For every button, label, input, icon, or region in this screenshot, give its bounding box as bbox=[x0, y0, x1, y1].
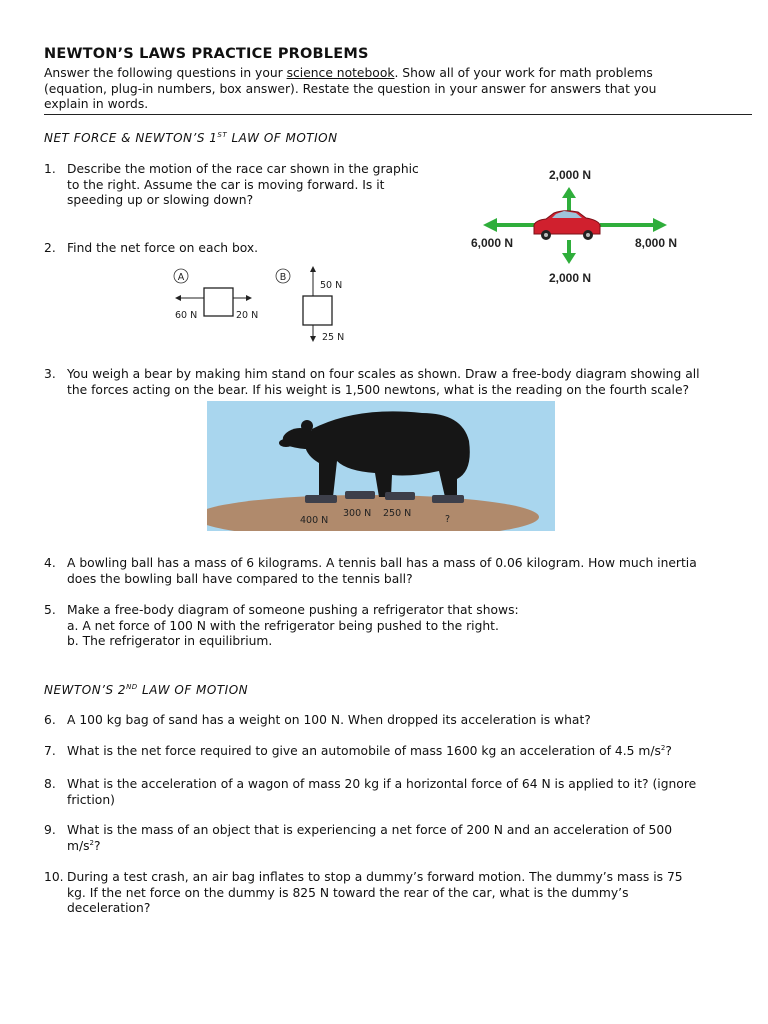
race-car-image bbox=[534, 211, 600, 240]
label-b: B bbox=[279, 272, 287, 283]
force-label-top: 2,000 N bbox=[548, 168, 592, 182]
question-5: 5. Make a free-body diagram of someone pushing a refrigerator that shows: a. A net force of 100 N with the refrigerator being pushed to the right. b. The refrigerator in equilibrium. bbox=[44, 603, 519, 648]
question-10: 10. During a test crash, an air bag inflates to stop a dummy’s forward motion. The dummy’s mass is 75 kg. If the net force on the dummy is 825 N toward the rear of the car, what is the dummy’s deceleration? bbox=[44, 870, 683, 915]
bear-on-scales-figure bbox=[207, 401, 555, 531]
right-arrow-head bbox=[653, 218, 667, 232]
race-car-force-diagram bbox=[460, 162, 690, 292]
scale-1-reading: 400 N bbox=[300, 515, 329, 526]
left-arrow-head bbox=[483, 218, 497, 232]
box-a-right-force: 20 N bbox=[236, 310, 259, 321]
scale-3 bbox=[385, 492, 415, 500]
up-arrow-head bbox=[562, 187, 576, 198]
box-force-diagrams bbox=[165, 263, 365, 345]
scale-4-reading: ? bbox=[445, 514, 451, 525]
box-a-right-arrow bbox=[246, 295, 252, 301]
scale-2-reading: 300 N bbox=[343, 508, 372, 519]
instructions-text: Answer the following questions in your bbox=[44, 66, 287, 80]
box-a bbox=[204, 288, 233, 316]
box-b-up-arrow bbox=[310, 266, 316, 272]
section-heading-first-law: NET FORCE & NEWTON’S 1ST LAW OF MOTION bbox=[44, 131, 338, 145]
instructions-text: . Show all of your work for math problems bbox=[394, 66, 653, 80]
question-8: 8. What is the acceleration of a wagon of mass 20 kg if a horizontal force of 64 N is applied to it? (ignore friction) bbox=[44, 777, 697, 807]
instructions-line-3: explain in words. bbox=[44, 97, 149, 111]
instructions bbox=[44, 66, 734, 113]
question-7: 7. What is the net force required to give an automobile of mass 1600 kg an acceleration of 4.5 $m/s^2$? bbox=[44, 743, 672, 758]
scale-3-reading: 250 N bbox=[383, 508, 412, 519]
header-divider bbox=[44, 114, 752, 115]
question-4: 4. A bowling ball has a mass of 6 kilograms. A tennis ball has a mass of 0.06 kilogram. How much inertia does the bowling ball have compared to the tennis ball? bbox=[44, 556, 697, 586]
question-3: 3. You weigh a bear by making him stand on four scales as shown. Draw a free-body diagram showing all the forces acting on the bear. If his weight is 1,500 newtons, what is the reading on the fourth scale? bbox=[44, 367, 700, 397]
box-b-top-force: 50 N bbox=[320, 280, 343, 291]
question-2: 2. Find the net force on each box. bbox=[44, 241, 259, 255]
instructions-line-2: (equation, plug-in numbers, box answer). Restate the question in your answer for answers that you bbox=[44, 81, 657, 96]
box-b-bottom-force: 25 N bbox=[322, 332, 345, 343]
section-heading-second-law: NEWTON’S 2ND LAW OF MOTION bbox=[44, 683, 249, 697]
question-6: 6. A 100 kg bag of sand has a weight on 100 N. When dropped its acceleration is what? bbox=[44, 713, 591, 727]
box-a-left-force: 60 N bbox=[175, 310, 198, 321]
box-b bbox=[303, 296, 332, 325]
box-b-down-arrow bbox=[310, 336, 316, 342]
down-arrow-head bbox=[562, 253, 576, 264]
science-notebook-text: science notebook bbox=[286, 66, 395, 80]
scale-4 bbox=[432, 495, 464, 503]
question-1: 1. Describe the motion of the race car shown in the graphic to the right. Assume the car is moving forward. Is it speeding up or slowing down? bbox=[44, 162, 419, 207]
scale-1 bbox=[305, 495, 337, 503]
force-label-right: 8,000 N bbox=[634, 236, 678, 250]
scale-2 bbox=[345, 491, 375, 499]
box-a-left-arrow bbox=[175, 295, 181, 301]
label-a: A bbox=[177, 272, 185, 283]
force-label-bottom: 2,000 N bbox=[548, 271, 592, 285]
force-label-left: 6,000 N bbox=[470, 236, 514, 250]
question-9: 9. What is the mass of an object that is experiencing a net force of 200 N and an acceleration of 500 $m/s^2$? bbox=[44, 823, 673, 853]
worksheet-title: NEWTON’S LAWS PRACTICE PROBLEMS bbox=[44, 46, 369, 62]
